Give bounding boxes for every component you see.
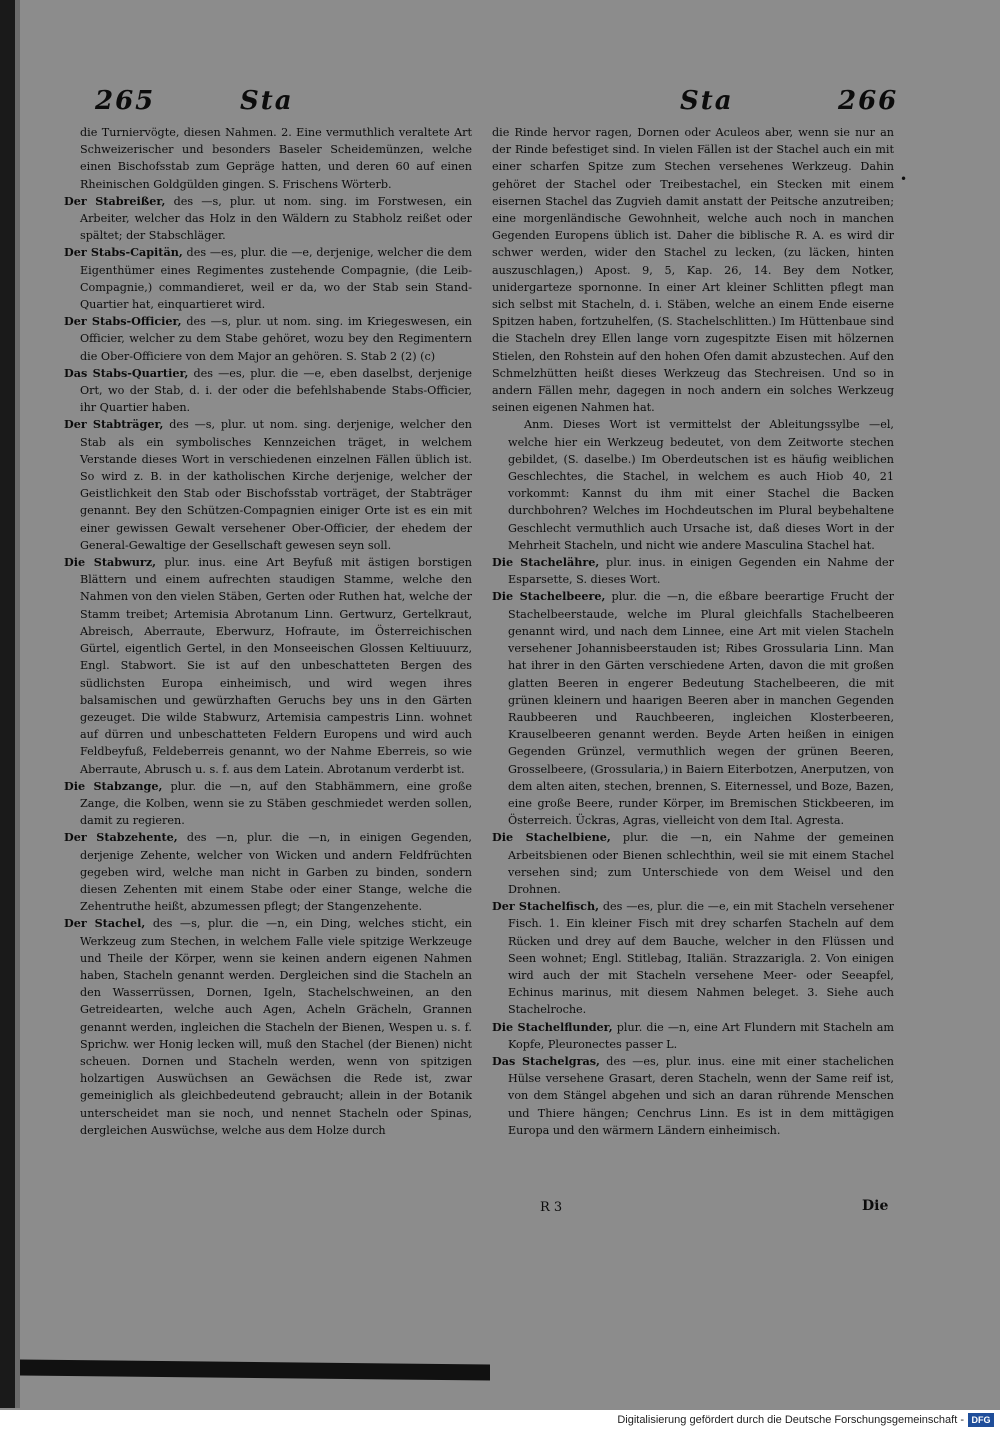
entry-headword: Die Stachelähre, xyxy=(492,555,600,570)
entry-definition: plur. inus. in einigen Gegenden ein Nahme der Esparsette, S. dieses Wort. xyxy=(508,556,894,587)
entry-headword: Die Stachelbeere, xyxy=(492,589,606,604)
catchword: Die xyxy=(862,1198,889,1214)
bottom-shadow xyxy=(20,1360,490,1381)
entry-headword: Der Stabträger, xyxy=(64,417,164,432)
dictionary-entry xyxy=(492,554,894,588)
footer-text: Digitalisierung gefördert durch die Deutsche Forschungsgemeinschaft - xyxy=(617,1414,964,1426)
entry-definition: plur. inus. eine Art Beyfuß mit ästigen borstigen Blättern und einem aufrechten staudigen Stamme, welche den Nahmen von den vielen Stäben, Gerten oder Ruthen hat, welche der Stamm treibet; Artemisia Abrotanum Linn. Gertwurz, Gertelkraut, Abreisch, Aberraute, Eberwurz, Hofraute, im Österreichischen Gürtel, eigentlich Gertel, in den Monseeischen Glossen Keltiuuurz, Engl. Stabwort. Sie ist auf den unbeschatteten Bergen des südlichsten Europa einheimisch, und wird wegen ihres balsamischen und gewürzhaften Geruchs bey uns in den Gärten gezeuget. Die wilde Stabwurz, Artemisia campestris Linn. wohnet auf dürren und unbeschatteten Feldern Europens und wird auch Feldbeyfuß, Feldeberreis genannt, wo der Nahme Eberreis, so wie Aberraute, Abrusch u. s. f. aus dem Latein. Abrotanum verderbt ist. xyxy=(80,556,472,776)
dictionary-entry xyxy=(64,416,472,554)
dictionary-entry xyxy=(492,1019,894,1053)
entry-headword: Die Stabwurz, xyxy=(64,555,157,570)
entry-headword: Das Stabs-Quartier, xyxy=(64,365,189,380)
entry-headword: Der Stabreißer, xyxy=(64,193,166,208)
margin-mark-icon: • xyxy=(900,172,908,186)
entry-definition: des —s, plur. die —n, ein Ding, welches sticht, ein Werkzeug zum Stechen, in welchem Falle viele spitzige Werkzeuge und Theile der Körper, wenn sie keinen andern eigenen Nahmen haben, Stacheln genannt werden. Dergleichen sind die Stacheln an den Wasserrüssen, Dornen, Igeln, Stachelschweinen, an den Getreidearten, welche auch Agen, Acheln Grächeln, Grannen genannt werden, ingleichen die Stacheln der Bienen, Wespen u. s. f. Sprichw. wer Honig lecken will, muß den Stachel (der Bienen) nicht scheuen. Dornen und Stacheln werden, wenn von spitzigen holzartigen Auswüchsen an Gewächsen die Rede ist, zwar gemeiniglich als gleichbedeutend gebraucht; allein in der Botanik unterscheidet man sie noch, und nennet Stacheln oder Spinas, dergleichen Auswüchse, welche aus dem Holze durch xyxy=(80,917,472,1137)
entry-headword: Die Stachelflunder, xyxy=(492,1019,613,1034)
entry-definition: des —s, plur. ut nom. sing. derjenige, welcher den Stab als ein symbolisches Kennzeichen träget, in welchem Verstande dieses Wort in verschiedenen einzelnen Fällen üblich ist. So wird z. B. in der katholischen Kirche derjenige, welcher der Geistlichkeit den Stab oder Bischofsstab vorträget, der Stabträger genannt. Bey den Schützen-Compagnien einiger Orte ist es ein mit einer gewissen Gewalt versehener Ober-Officier, der ehedem der General-Gewaltige der Gesellschaft gewesen seyn soll. xyxy=(80,418,472,552)
entry-definition: des —es, plur. die —e, derjenige, welcher die dem Eigenthümer eines Regimentes zustehende Compagnie, (die Leib-Compagnie,) commandieret, weil er da, wo der Stab sein Stand-Quartier hat, einquartieret wird. xyxy=(80,246,472,312)
entry-headword: Der Stachelfisch, xyxy=(492,899,599,914)
dictionary-entry xyxy=(64,829,472,915)
dictionary-entry xyxy=(492,829,894,898)
footer-bar xyxy=(0,1410,1000,1432)
entry-headword: Der Stabs-Officier, xyxy=(64,314,182,329)
entry-headword: Das Stachelgras, xyxy=(492,1053,600,1068)
dictionary-entry xyxy=(64,915,472,1139)
dfg-logo: DFG xyxy=(968,1413,994,1427)
running-head-right: Sta xyxy=(680,86,734,116)
entry-definition: des —n, plur. die —n, in einigen Gegenden, derjenige Zehente, welcher von Wicken und andern Feldfrüchten gegeben wird, welche man nicht in Garben zu binden, sondern diesen Zehenten mit einem Stabe oder einer Stange, welche die Zehentruthe heißt, abzumessen pflegt; der Stangenzehente. xyxy=(80,831,472,914)
entry-headword: Die Stachelbiene, xyxy=(492,830,611,845)
page-number-left: 265 xyxy=(95,86,156,116)
entry-headword: Der Stachel, xyxy=(64,916,146,931)
entry-definition: plur. die —n, ein Nahme der gemeinen Arbeitsbienen oder Bienen schlechthin, weil sie mit einem Stachel versehen sind; zum Unterschiede von dem Weisel und den Drohnen. xyxy=(508,831,894,896)
entry-definition: des —s, plur. ut nom. sing. im Forstwesen, ein Arbeiter, welcher das Holz in den Wäldern zu Stabholz reißet oder spältet; der Stabschläger. xyxy=(80,194,473,243)
entry-definition: plur. die —n, eine Art Flundern mit Stacheln am Kopfe, Pleuronectes passer L. xyxy=(508,1020,894,1051)
entry-headword: Die Stabzange, xyxy=(64,778,163,793)
dictionary-entry xyxy=(64,193,472,245)
continued-paragraph: die Rinde hervor ragen, Dornen oder Aculeos aber, wenn sie nur an der Rinde befestiget sind. In vielen Fällen ist der Stachel auch ein mit einer scharfen Spitze zum Stechen versehenes Werkzeug. Dahin gehöret der Stachel oder Treibestachel, ein Stecken mit einem eisernen Stachel das Zugvieh damit anstatt der Peitsche anzutreiben; eine morgenländische Gewohnheit, welche auch noch in manchen Gegenden Europens üblich ist. Daher die biblische R. A. es wird dir schwer werden, wider den Stachel zu lecken, (zu läcken, hinten auszuschlagen,) Apost. 9, 5, Kap. 26, 14. Bey dem Notker, unidergarteze spornonne. In einer Art kleiner Schlitten pflegt man sich selbst mit Stacheln, d. i. Stäben, welche an einem Ende eiserne Spitzen haben, fortzuhelfen, (S. Stachelschlitten.) Im Hüttenbaue sind die Stacheln drey Ellen lange vorn zugespitzte Eisen mit hölzernen Stielen, den Rohstein auf den hohen Ofen damit abzustechen. Auf den Schmelzhütten heißt dieses Werkzeug das Stechreisen. Und so in andern Fällen mehr, dagegen in noch andern ein solches Werkzeug seinen eigenen Nahmen hat. xyxy=(492,126,894,415)
binding-shadow xyxy=(0,0,15,1408)
dictionary-entry xyxy=(492,898,894,1018)
dictionary-entry xyxy=(492,588,894,829)
dictionary-entry xyxy=(64,554,472,778)
entry-definition: des —es, plur. die —e, ein mit Stacheln versehener Fisch. 1. Ein kleiner Fisch mit drey scharfen Stacheln auf dem Rücken und drey auf dem Bauche, welcher in den Flüssen und Seen wohnet; Engl. Stitlebag, Italiän. Strazzarigla. 2. Von einigen wird auch der mit Stacheln versehene Meer- oder Seeapfel, Echinus marinus, mit diesem Nahmen beleget. 3. Siehe auch Stachelroche. xyxy=(508,900,894,1017)
entry-headword: Der Stabs-Capitän, xyxy=(64,245,183,260)
dictionary-entry xyxy=(64,365,472,417)
continued-paragraph: die Turniervögte, diesen Nahmen. 2. Eine vermuthlich veraltete Art Schweizerischer und besonders Baseler Scheidemünzen, welche einen Bischofsstab zum Gepräge hatten, und deren 60 auf einen Rheinischen Goldgülden gingen. S. Frischens Wörterb. xyxy=(80,126,472,191)
binding-edge xyxy=(15,0,20,1408)
entry-headword: Der Stabzehente, xyxy=(64,830,178,845)
entry-definition: des —es, plur. die —e, eben daselbst, derjenige Ort, wo der Stab, d. i. der oder die befehlshabende Stabs-Officier, ihr Quartier haben. xyxy=(80,366,473,415)
entry-definition: des —s, plur. ut nom. sing. im Kriegeswesen, ein Officier, welcher zu dem Stabe gehöret, wozu bey den Regimentern die Ober-Officiere von dem Major an gehören. S. Stab 2 (2) (c) xyxy=(80,315,472,363)
dictionary-entry xyxy=(64,313,472,365)
dictionary-entry xyxy=(492,1053,894,1139)
dictionary-entry xyxy=(64,244,472,313)
right-column xyxy=(492,124,894,1139)
entry-definition: plur. die —n, auf den Stabhämmern, eine große Zange, die Kolben, wenn sie zu Stäben geschmiedet werden sollen, damit zu regieren. xyxy=(80,779,473,828)
entry-definition: plur. die —n, die eßbare beerartige Frucht der Stachelbeerstaude, welche im Plural gleichfalls Stachelbeeren genannt wird, und nach dem Linnee, eine Art mit vielen Stacheln versehener Johannisbeerstauden ist; Ribes Grossularia Linn. Man hat ihrer in den Gärten verschiedene Arten, davon die mit großen glatten Beeren in engerer Bedeutung Stachelbeeren, die mit grünen kleinern und haarigen Beeren aber in manchen Gegenden Raubbeeren und Rauchbeeren, ingleichen Klosterbeeren, Krauselbeeren genannt werden. Beyde Arten heißen in einigen Gegenden Grünzel, vermuthlich wegen der grünen Beeren, Grosselbeere, (Grossularia,) in Baiern Eiterbotzen, Anerputzen, von dem alten aiten, stechen, brennen, S. Eiternessel, und Boze, Bazen, eine große Beere, runder Körper, im Bremischen Stickbeeren, im Österreich. Ückras, Agras, vielleicht von dem Ital. Agresta. xyxy=(508,590,894,828)
annotation-paragraph: Anm. Dieses Wort ist vermittelst der Ableitungssylbe —el, welche hier ein Werkzeug bedeutet, von dem Zeitworte stechen gebildet, (S. daselbe.) Im Oberdeutschen ist es häufig weiblichen Geschlechtes, die Stachel, in welchem es auch Hiob 40, 21 vorkommt: Kannst du ihm mit einer Stachel die Backen durchbohren? Welches im Hochdeutschen im Plural beybehaltene Geschlecht vermuthlich auch Ursache ist, daß dieses Wort in der Mehrheit Stacheln, und nicht wie andere Masculina Stachel hat. xyxy=(508,418,894,552)
page-number-right: 266 xyxy=(838,86,899,116)
dictionary-entry xyxy=(64,778,472,830)
left-column xyxy=(64,124,472,1139)
entry-definition: des —es, plur. inus. eine mit einer stachelichen Hülse versehene Grasart, deren Stacheln, wenn der Same reif ist, von dem Stängel abgehen und sich an daran rührende Menschen und Thiere hängen; Cenchrus Linn. Es ist in dem mittägigen Europa und den wärmern Ländern einheimisch. xyxy=(508,1054,894,1137)
signature-mark: R 3 xyxy=(540,1200,563,1215)
running-head-left: Sta xyxy=(240,86,294,116)
